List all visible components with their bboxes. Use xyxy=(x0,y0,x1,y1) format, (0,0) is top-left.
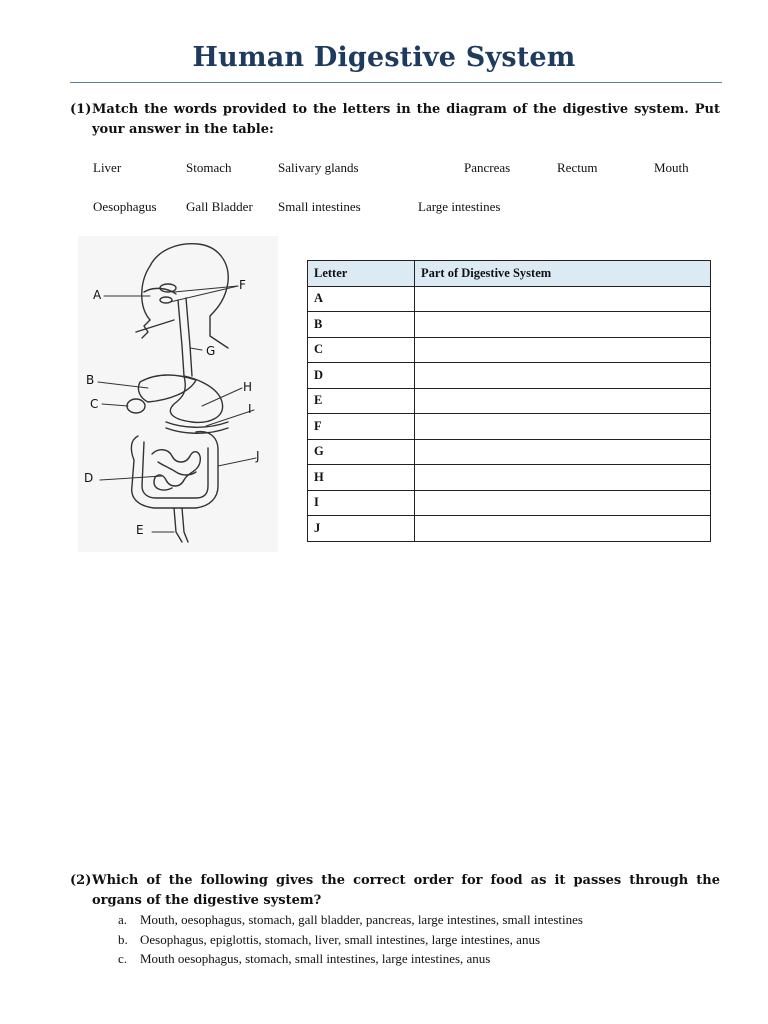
question-2 xyxy=(70,871,720,911)
row-letter: A xyxy=(308,286,415,312)
word-liver: Liver xyxy=(93,160,122,175)
table-row xyxy=(308,363,711,389)
column-header-part: Part of Digestive System xyxy=(415,261,711,287)
column-header-letter: Letter xyxy=(308,261,415,287)
row-letter: C xyxy=(308,337,415,363)
row-letter: B xyxy=(308,312,415,338)
diagram-label-h: H xyxy=(243,380,253,394)
row-letter: J xyxy=(308,516,415,542)
word-gall-bladder: Gall Bladder xyxy=(186,199,253,214)
option-text: Mouth oesophagus, stomach, small intestines, large intestines, anus xyxy=(140,951,491,966)
word-large-intestines: Large intestines xyxy=(418,199,501,214)
question-1-number: (1) xyxy=(70,102,92,117)
option-b[interactable] xyxy=(118,930,583,950)
option-a[interactable] xyxy=(118,910,583,930)
word-small-intestines: Small intestines xyxy=(278,199,361,214)
answer-cell[interactable] xyxy=(415,337,711,363)
answer-cell[interactable] xyxy=(415,388,711,414)
word-rectum: Rectum xyxy=(557,160,598,175)
option-text: Oesophagus, epiglottis, stomach, liver, small intestines, large intestines, anus xyxy=(140,931,541,947)
table-row xyxy=(308,516,711,542)
option-c[interactable] xyxy=(118,949,583,969)
table-row xyxy=(308,439,711,465)
word-stomach: Stomach xyxy=(186,160,232,175)
title-divider xyxy=(70,82,722,83)
table-row xyxy=(308,312,711,338)
row-letter: I xyxy=(308,490,415,516)
option-label: a. xyxy=(118,912,128,927)
answer-options xyxy=(118,910,583,969)
diagram-label-i: I xyxy=(248,402,252,416)
answer-cell[interactable] xyxy=(415,363,711,389)
answer-cell[interactable] xyxy=(415,516,711,542)
table-row xyxy=(308,388,711,414)
answer-table xyxy=(307,260,711,542)
option-label: b. xyxy=(118,931,128,947)
diagram-label-j: J xyxy=(256,449,260,463)
table-row xyxy=(308,490,711,516)
diagram-label-b: B xyxy=(86,373,95,387)
word-pancreas: Pancreas xyxy=(464,160,511,175)
option-text: Mouth, oesophagus, stomach, gall bladder, pancreas, large intestines, small intestines xyxy=(140,912,583,927)
table-row xyxy=(308,414,711,440)
row-letter: F xyxy=(308,414,415,440)
table-header-row xyxy=(308,261,711,287)
question-2-number: (2) xyxy=(70,873,92,888)
diagram-label-g: G xyxy=(206,344,216,358)
row-letter: E xyxy=(308,388,415,414)
row-letter: H xyxy=(308,465,415,491)
answer-cell[interactable] xyxy=(415,414,711,440)
question-1 xyxy=(70,100,720,140)
diagram-label-d: D xyxy=(84,471,94,485)
word-oesophagus: Oesophagus xyxy=(93,199,157,214)
diagram-label-a: A xyxy=(93,288,102,302)
table-row xyxy=(308,286,711,312)
answer-cell[interactable] xyxy=(415,465,711,491)
option-label: c. xyxy=(118,951,128,966)
digestive-system-diagram xyxy=(78,236,278,552)
word-salivary-glands: Salivary glands xyxy=(278,160,359,175)
diagram-label-e: E xyxy=(136,523,144,537)
answer-cell[interactable] xyxy=(415,312,711,338)
table-row xyxy=(308,465,711,491)
question-1-text: Match the words provided to the letters in the diagram of the digestive system. Put your answer in the table: xyxy=(92,102,720,137)
word-mouth: Mouth xyxy=(654,160,689,175)
diagram-label-c: C xyxy=(90,397,99,411)
answer-cell[interactable] xyxy=(415,286,711,312)
row-letter: D xyxy=(308,363,415,389)
diagram-label-f: F xyxy=(239,278,246,292)
page-title: Human Digestive System xyxy=(192,42,576,73)
answer-cell[interactable] xyxy=(415,490,711,516)
question-2-text: Which of the following gives the correct order for food as it passes through the organs of the digestive system? xyxy=(92,873,720,908)
answer-cell[interactable] xyxy=(415,439,711,465)
row-letter: G xyxy=(308,439,415,465)
table-row xyxy=(308,337,711,363)
